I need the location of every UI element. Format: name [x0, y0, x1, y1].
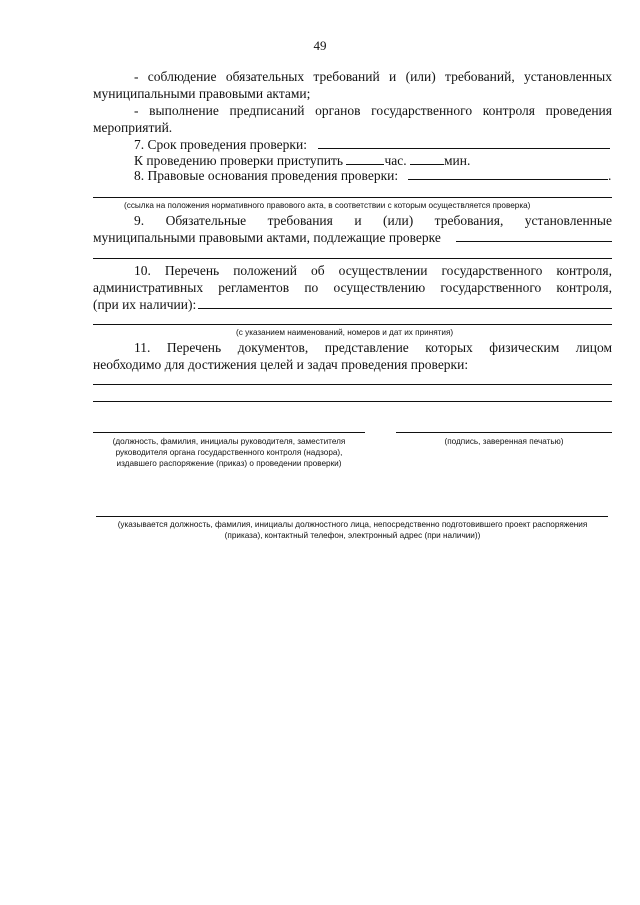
official-caption-line-1: (должность, фамилия, инициалы руководителя, заместителя: [112, 437, 346, 446]
item-10-line-2: административных регламентов по осуществлению государственного контроля,: [93, 280, 612, 295]
item-9-line-1: 9. Обязательные требования и (или) требования, установленные: [134, 213, 612, 228]
item-11-line-1: 11. Перечень документов, представление которых физическим лицом: [134, 340, 612, 355]
regulations-list-field-line-2[interactable]: [93, 324, 612, 325]
official-caption: [93, 436, 365, 469]
item-7-start-prefix: К проведению проверки приступить: [134, 153, 344, 168]
item-9-line-2: муниципальными правовыми актами, подлежащие проверке: [93, 230, 441, 245]
item-11-line-2: необходимо для достижения целей и задач проведения проверки:: [93, 357, 469, 372]
legal-grounds-field[interactable]: [408, 179, 608, 180]
preparer-caption: [93, 519, 612, 541]
item-8-label: 8. Правовые основания проведения проверки:: [134, 168, 399, 183]
item-8-caption: (ссылка на положения нормативного правового акта, в соответствии с которым осуществляется проверка): [124, 201, 531, 210]
legal-grounds-field-line-2[interactable]: [93, 197, 612, 198]
item-10-line-1: 10. Перечень положений об осуществлении государственного контроля,: [134, 263, 612, 278]
item-7-label-text: 7. Срок проведения проверки:: [134, 137, 307, 152]
item-6-line-2: муниципальными правовыми актами;: [93, 86, 311, 101]
preparer-caption-line-2: (приказа), контактный телефон, электронный адрес (при наличии)): [224, 531, 481, 540]
start-hours-field[interactable]: [346, 151, 384, 165]
minutes-label: мин.: [443, 153, 471, 168]
item-6-line-3: - выполнение предписаний органов государственного контроля проведения: [134, 103, 612, 118]
preparer-caption-line-1: (указывается должность, фамилия, инициалы должностного лица, непосредственно подготовившего проект распоряжения: [117, 520, 588, 529]
item-10-line-3: (при их наличии):: [93, 297, 197, 312]
item-10-caption: (с указанием наименований, номеров и дат их принятия): [236, 328, 454, 337]
item-8-dot: .: [608, 168, 612, 183]
regulations-list-field[interactable]: [198, 308, 612, 309]
inspection-period-field[interactable]: [318, 148, 610, 149]
documents-list-field-line-2[interactable]: [93, 401, 612, 402]
item-6-line-1: - соблюдение обязательных требований и (или) требований, установленных: [134, 69, 612, 84]
official-caption-line-3: издавшего распоряжение (приказ) о проведении проверки): [116, 459, 342, 468]
page-number: 49: [313, 38, 327, 53]
item-6-line-4: мероприятий.: [93, 120, 173, 135]
start-minutes-field[interactable]: [410, 151, 444, 165]
signature-field[interactable]: [396, 432, 612, 433]
official-caption-line-2: руководителя органа государственного контроля (надзора),: [115, 448, 343, 457]
documents-list-field-line-1[interactable]: [93, 384, 612, 385]
mandatory-requirements-field[interactable]: [456, 241, 612, 242]
hours-label: час.: [384, 153, 407, 168]
mandatory-requirements-field-line-2[interactable]: [93, 258, 612, 259]
official-name-field[interactable]: [93, 432, 365, 433]
preparer-info-field[interactable]: [96, 516, 608, 517]
signature-caption: (подпись, заверенная печатью): [444, 437, 564, 446]
